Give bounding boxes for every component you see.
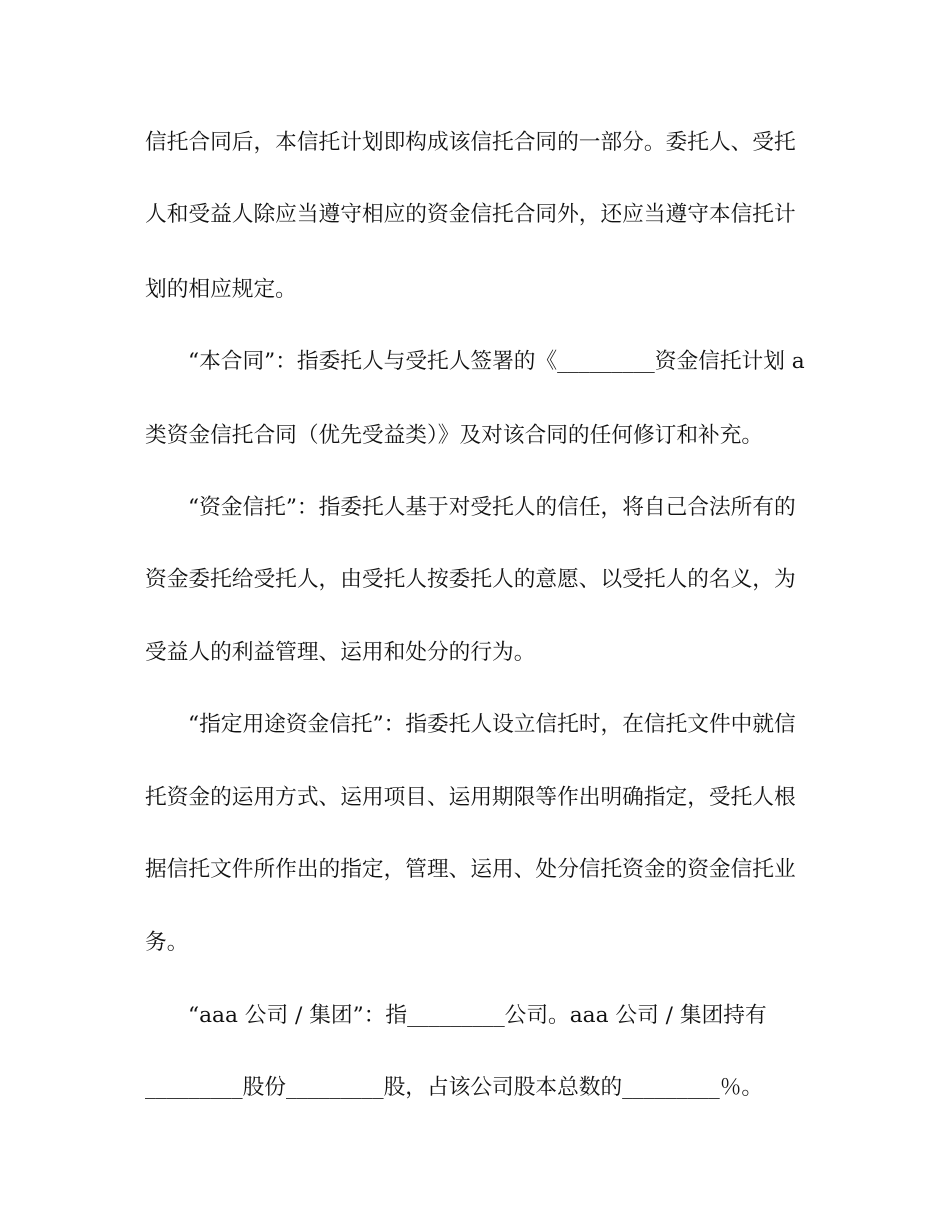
paragraph-line: “指定用途资金信托”：指委托人设立信托时，在信托文件中就信 <box>188 712 796 737</box>
paragraph-line: 类资金信托合同（优先受益类）》及对该合同的任何修订和补充。 <box>145 423 764 448</box>
paragraph-line: 资金委托给受托人，由受托人按委托人的意愿、以受托人的名义，为 <box>145 567 796 592</box>
paragraph-line: 信托合同后，本信托计划即构成该信托合同的一部分。委托人、受托 <box>145 130 796 155</box>
paragraph-line: 据信托文件所作出的指定，管理、运用、处分信托资金的资金信托业 <box>145 857 796 882</box>
paragraph-line: “aaa 公司 / 集团”：指_________公司。aaa 公司 / 集团持有 <box>188 1003 767 1028</box>
paragraph-line: _________股份_________股，占该公司股本总数的_________％。 <box>145 1075 764 1100</box>
paragraph-line: 务。 <box>145 930 189 955</box>
paragraph-line: 受益人的利益管理、运用和处分的行为。 <box>145 640 536 665</box>
paragraph-line: 划的相应规定。 <box>145 277 297 302</box>
paragraph-line: “资金信托”：指委托人基于对受托人的信任，将自己合法所有的 <box>188 495 796 520</box>
paragraph-line: 人和受益人除应当遵守相应的资金信托合同外，还应当遵守本信托计 <box>145 202 796 227</box>
paragraph-line: “本合同”：指委托人与受托人签署的《_________资金信托计划 a <box>188 349 805 374</box>
paragraph-line: 托资金的运用方式、运用项目、运用期限等作出明确指定，受托人根 <box>145 785 796 810</box>
